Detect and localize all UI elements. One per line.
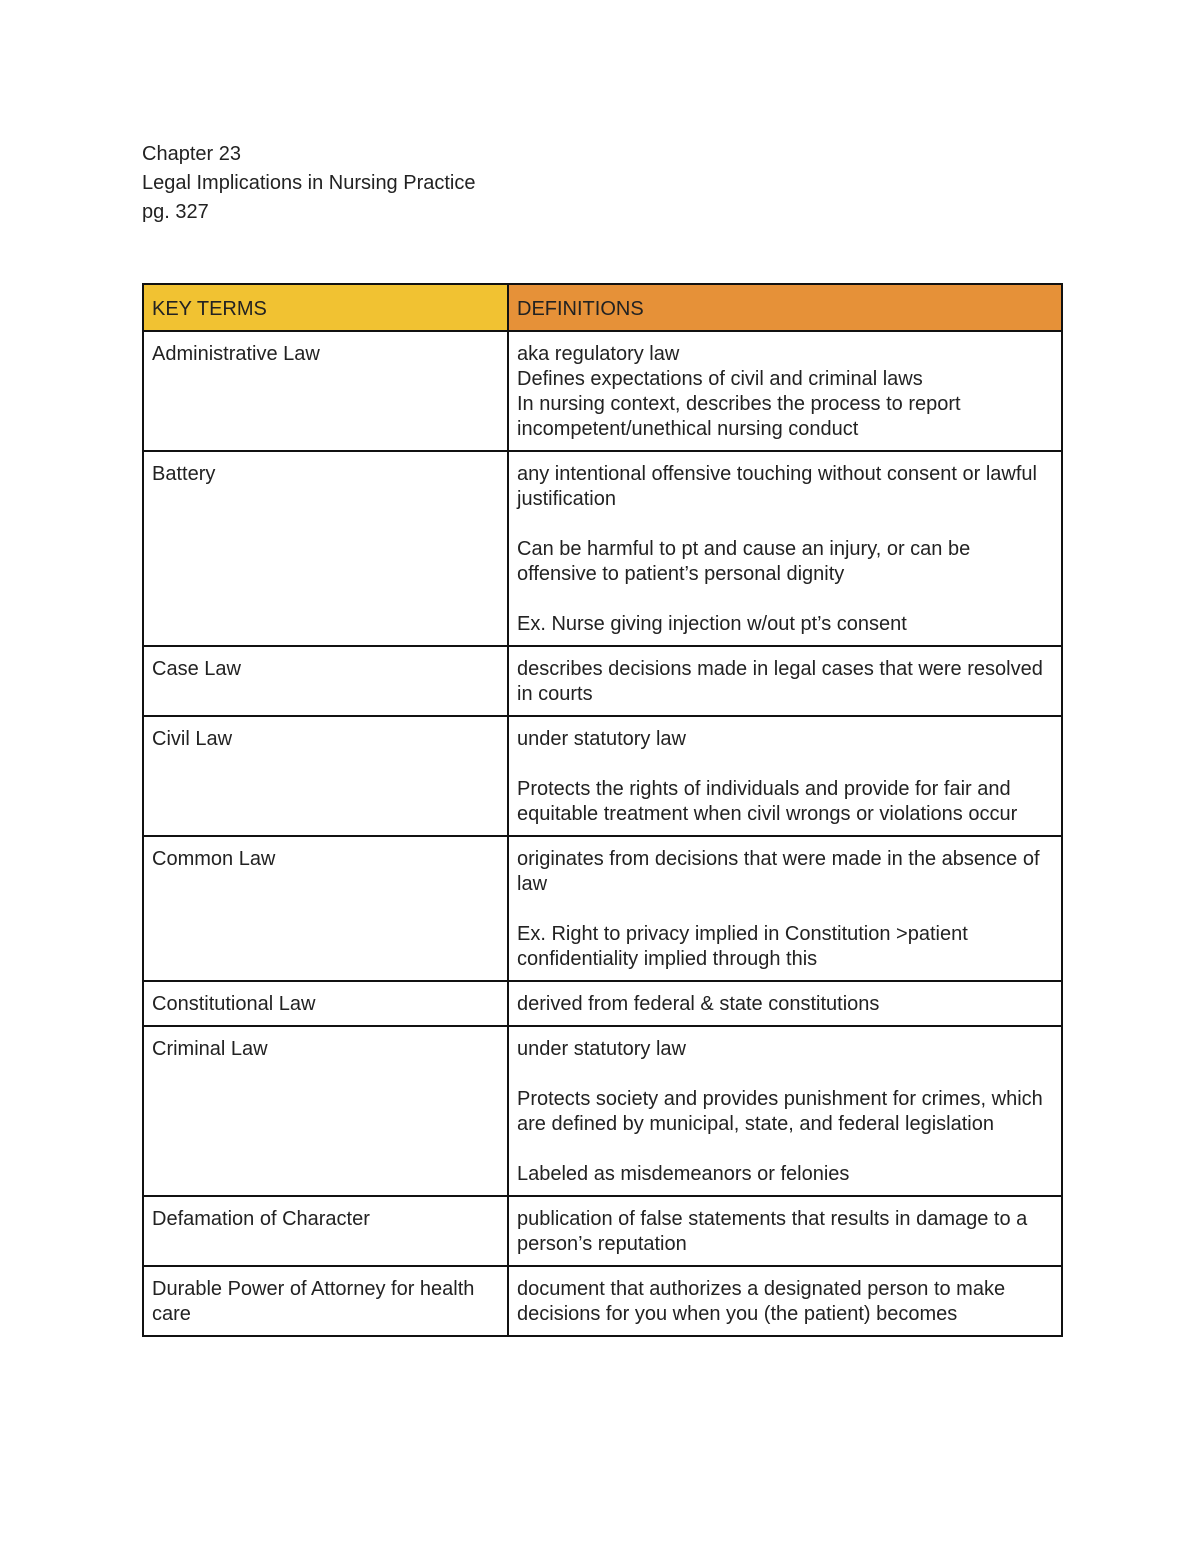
- page-reference: pg. 327: [142, 201, 209, 223]
- definition-paragraph: any intentional offensive touching without consent or lawful justification: [517, 463, 1037, 510]
- definition-paragraph: under statutory law: [517, 1038, 686, 1060]
- definition-paragraph: describes decisions made in legal cases that were resolved in courts: [517, 658, 1043, 705]
- table-row: [143, 716, 1062, 836]
- table-row: [143, 1026, 1062, 1196]
- key-terms-table: [142, 283, 1063, 1337]
- definition-cell: [508, 836, 1062, 981]
- definition-paragraph: Ex. Nurse giving injection w/out pt’s consent: [517, 613, 907, 635]
- table-row: [143, 836, 1062, 981]
- definition-paragraph: under statutory law: [517, 728, 686, 750]
- table-row: [143, 1266, 1062, 1336]
- table-row: [143, 981, 1062, 1026]
- definition-paragraph: Labeled as misdemeanors or felonies: [517, 1163, 850, 1185]
- definition-paragraph: Ex. Right to privacy implied in Constitution >patient confidentiality implied through this: [517, 923, 968, 970]
- term-cell: Civil Law: [143, 716, 508, 836]
- term-cell: Defamation of Character: [143, 1196, 508, 1266]
- definition-cell: [508, 716, 1062, 836]
- table-row: [143, 1196, 1062, 1266]
- chapter-number: Chapter 23: [142, 143, 241, 165]
- table-row: [143, 331, 1062, 451]
- definition-cell: [508, 331, 1062, 451]
- definition-paragraph: aka regulatory law Defines expectations of civil and criminal laws In nursing context, describes the process to report incompetent/unethical nursing conduct: [517, 343, 961, 440]
- definitions-column-header: DEFINITIONS: [508, 284, 1062, 331]
- definition-paragraph: derived from federal & state constitutions: [517, 993, 880, 1015]
- definition-paragraph: originates from decisions that were made in the absence of law: [517, 848, 1040, 895]
- definition-cell: [508, 981, 1062, 1026]
- term-cell: Administrative Law: [143, 331, 508, 451]
- definition-cell: [508, 1026, 1062, 1196]
- term-cell: Common Law: [143, 836, 508, 981]
- definition-paragraph: Can be harmful to pt and cause an injury, or can be offensive to patient’s personal dignity: [517, 538, 971, 585]
- term-cell: Battery: [143, 451, 508, 646]
- table-row: [143, 646, 1062, 716]
- definition-paragraph: publication of false statements that results in damage to a person’s reputation: [517, 1208, 1028, 1255]
- table-header-row: [143, 284, 1062, 331]
- chapter-title: Legal Implications in Nursing Practice: [142, 172, 476, 194]
- table-body: [143, 331, 1062, 1336]
- definition-paragraph: Protects society and provides punishment for crimes, which are defined by municipal, state, and federal legislation: [517, 1088, 1043, 1135]
- term-cell: Constitutional Law: [143, 981, 508, 1026]
- key-terms-column-header: KEY TERMS: [143, 284, 508, 331]
- term-cell: Criminal Law: [143, 1026, 508, 1196]
- term-cell: Case Law: [143, 646, 508, 716]
- table-row: [143, 451, 1062, 646]
- document-header: [142, 140, 476, 227]
- definition-cell: [508, 646, 1062, 716]
- definition-paragraph: document that authorizes a designated person to make decisions for you when you (the patient) becomes: [517, 1278, 1006, 1325]
- definition-cell: [508, 1196, 1062, 1266]
- definition-cell: [508, 451, 1062, 646]
- definition-cell: [508, 1266, 1062, 1336]
- definition-paragraph: Protects the rights of individuals and provide for fair and equitable treatment when civil wrongs or violations occur: [517, 778, 1018, 825]
- term-cell: Durable Power of Attorney for health care: [143, 1266, 508, 1336]
